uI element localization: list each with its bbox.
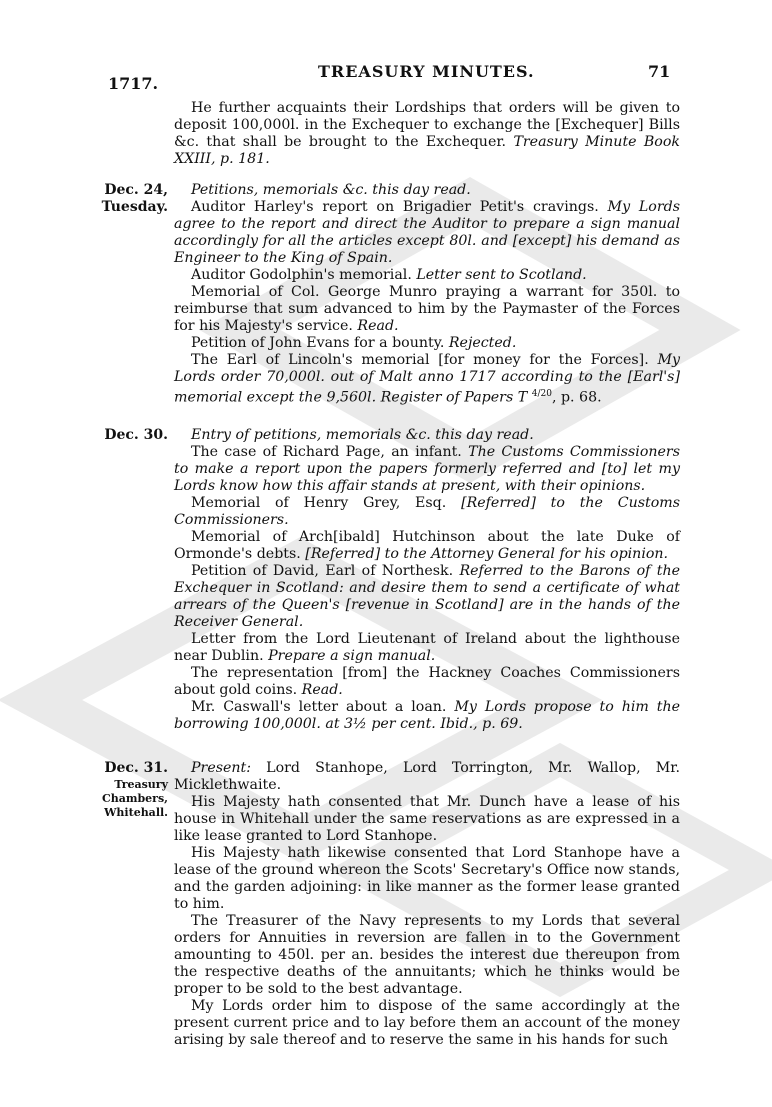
header-title: TREASURY MINUTES. xyxy=(318,62,535,81)
paragraph: Auditor Godolphin's memorial. Letter sent to Scotland. xyxy=(191,267,587,283)
paragraph: His Majesty hath likewise consented that Lord Stanhope have a lease of the ground whereon the Scots' Secretary's Office now stands, and the garden adjoining: in like manner as the former lease granted to him. xyxy=(174,845,680,912)
paragraph: Letter from the Lord Lieutenant of Ireland about the lighthouse near Dublin. Prepare a sign manual. xyxy=(174,631,680,664)
continuation-block xyxy=(174,100,680,168)
entry-heading: Entry of petitions, memorials &c. this day read. xyxy=(191,427,534,443)
margin-date: Dec. 24, Tuesday. xyxy=(101,182,168,215)
margin-date: Dec. 31. xyxy=(104,760,168,776)
paragraph: Memorial of Henry Grey, Esq. [Referred] to the Customs Commissioners. xyxy=(174,495,680,528)
paragraph: His Majesty hath consented that Mr. Dunch have a lease of his house in Whitehall under the same reservations as are expressed in a like lease granted to Lord Stanhope. xyxy=(174,794,680,844)
margin-date: Dec. 30. xyxy=(104,427,168,443)
paragraph: The case of Richard Page, an infant. The Customs Commissioners to make a report upon the papers formerly referred and [to] let my Lords know how this affair stands at present, with their opinions. xyxy=(174,444,680,494)
margin-place: Treasury Chambers, Whitehall. xyxy=(101,778,168,819)
paragraph: Present: Lord Stanhope, Lord Torrington, Mr. Wallop, Mr. Micklethwaite. xyxy=(174,760,680,793)
paragraph: Memorial of Col. George Munro praying a warrant for 350l. to reimburse that sum advanced to him by the Paymaster of the Forces for his Majesty's service. Read. xyxy=(174,284,680,334)
paragraph: Auditor Harley's report on Brigadier Petit's cravings. My Lords agree to the report and direct the Auditor to prepare a sign manual accordingly for all the articles except 80l. and [except] his demand as Engineer to the King of Spain. xyxy=(174,199,680,266)
paragraph: He further acquaints their Lordships that orders will be given to deposit 100,000l. in the Exchequer to exchange the [Exchequer] Bills &c. that shall be brought to the Exchequer. Treasury Minute Book XXIII, p. 181. xyxy=(174,100,680,167)
paragraph: The Earl of Lincoln's memorial [for money for the Forces]. My Lords order 70,000l. out of Malt anno 1717 according to the [Earl's] memorial except the 9,560l. Register of Papers T $^{4/20}$, p. 68. xyxy=(174,352,680,406)
paragraph: Memorial of Arch[ibald] Hutchinson about the late Duke of Ormonde's debts. [Referred] to the Attorney General for his opinion. xyxy=(174,529,680,562)
header-page-number: 71 xyxy=(648,62,671,81)
paragraph: My Lords order him to dispose of the same accordingly at the present current price and to lay before them an account of the money arising by sale thereof and to reserve the same in his hands for such xyxy=(174,998,680,1048)
paragraph: The Treasurer of the Navy represents to my Lords that several orders for Annuities in reversion are fallen in to the Government amounting to 450l. per an. besides the interest due thereupon from the respective deaths of the annuitants; which he thinks would be proper to be sold to the best advantage. xyxy=(174,913,680,997)
entry-heading: Petitions, memorials &c. this day read. xyxy=(191,182,471,198)
entry-dec-31 xyxy=(174,760,680,1049)
paragraph: The representation [from] the Hackney Coaches Commissioners about gold coins. Read. xyxy=(174,665,680,698)
header-year: 1717. xyxy=(108,74,159,93)
paragraph: Petition of John Evans for a bounty. Rejected. xyxy=(191,335,517,351)
paragraph: Mr. Caswall's letter about a loan. My Lords propose to him the borrowing 100,000l. at 3½ per cent. Ibid., p. 69. xyxy=(174,699,681,732)
entry-dec-30 xyxy=(174,427,680,733)
paragraph: Petition of David, Earl of Northesk. Referred to the Barons of the Exchequer in Scotland: and desire them to send a certificate of what arrears of the Queen's [revenue in Scotland] are in the hands of the Receiver General. xyxy=(174,563,680,630)
entry-dec-24 xyxy=(174,182,680,407)
